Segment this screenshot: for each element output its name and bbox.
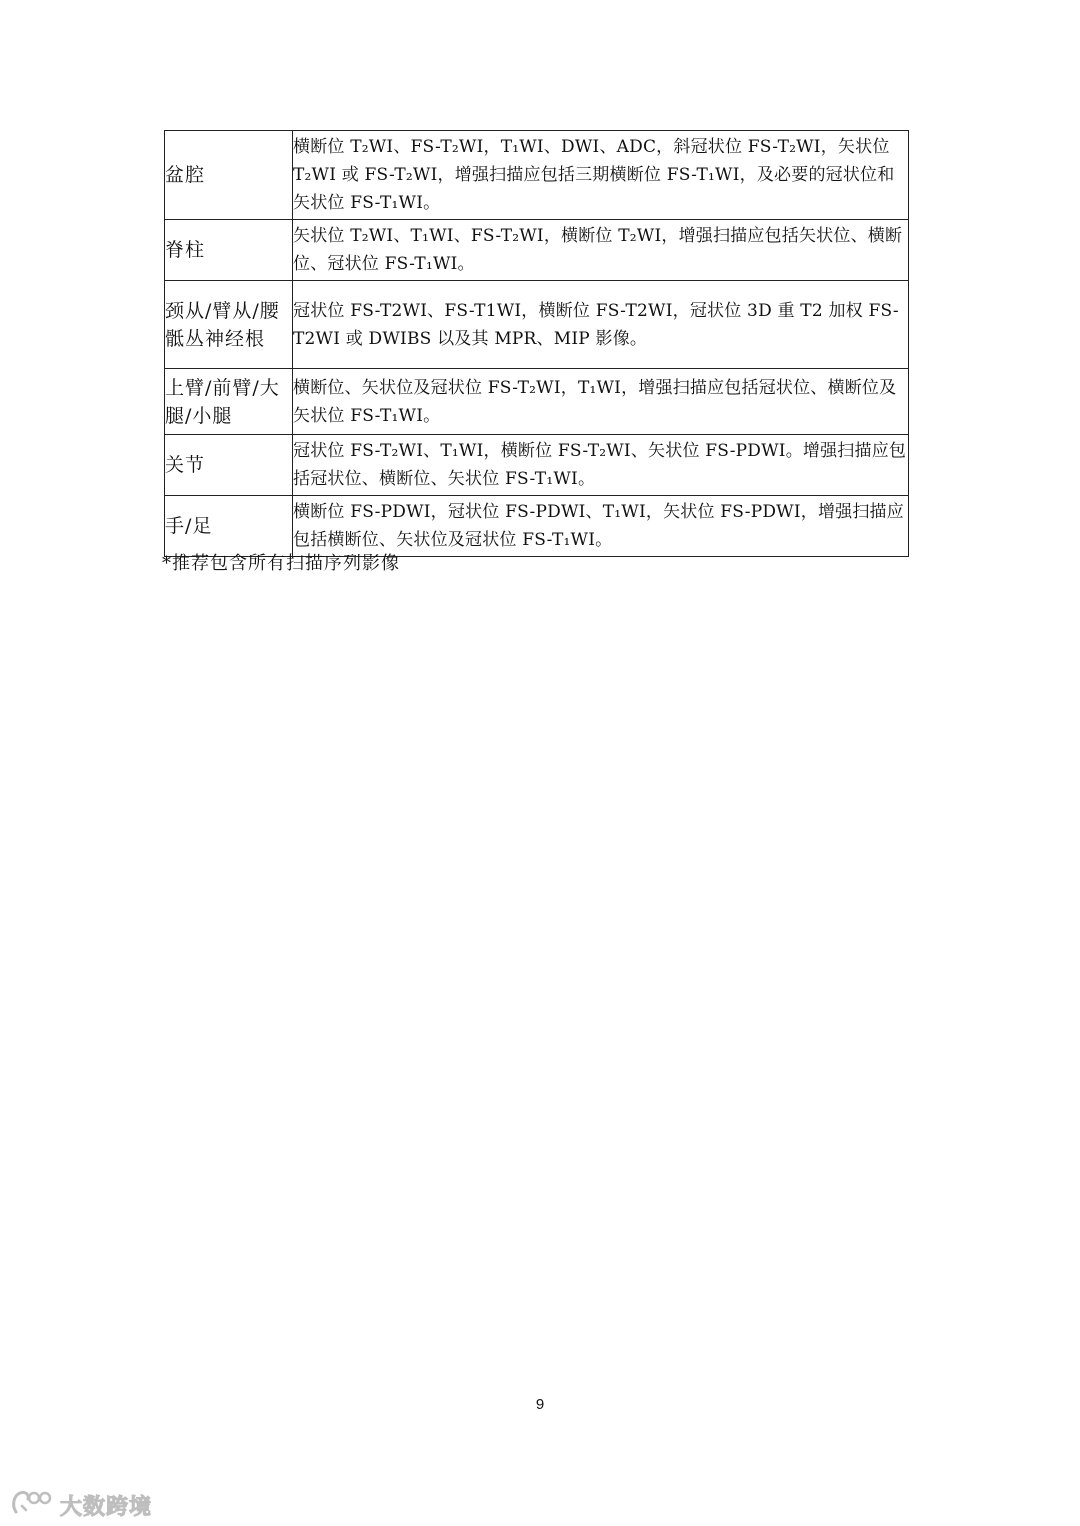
sequence-cell <box>293 435 909 496</box>
sequence-cell <box>293 496 909 557</box>
sequence-cell <box>293 369 909 435</box>
table-row <box>165 220 909 281</box>
region-cell <box>165 435 293 496</box>
watermark <box>10 1488 152 1522</box>
sequence-text: 冠状位 FS-T₂WI、T₁WI，横断位 FS-T₂WI、矢状位 FS-PDWI。增强扫描应包括冠状位、横断位、矢状位 FS-T₁WI。 <box>293 441 907 489</box>
sequence-text: 横断位 FS-PDWI，冠状位 FS-PDWI、T₁WI，矢状位 FS-PDWI，增强扫描应包括横断位、矢状位及冠状位 FS-T₁WI。 <box>293 502 904 550</box>
table-row <box>165 496 909 557</box>
sequence-text: 矢状位 T₂WI、T₁WI、FS-T₂WI，横断位 T₂WI，增强扫描应包括矢状位、横断位、冠状位 FS-T₁WI。 <box>293 226 903 274</box>
region-label: 关节 <box>165 454 206 476</box>
region-label: 手/足 <box>165 515 213 537</box>
table-row <box>165 435 909 496</box>
page-number: 9 <box>535 1396 545 1413</box>
region-cell <box>165 131 293 220</box>
sequence-text: 冠状位 FS-T2WI、FS-T1WI，横断位 FS-T2WI，冠状位 3D 重 T2 加权 FS-T2WI 或 DWIBS 以及其 MPR、MIP 影像。 <box>293 300 899 349</box>
table-row <box>165 131 909 220</box>
region-cell <box>165 220 293 281</box>
region-cell <box>165 281 293 369</box>
region-cell <box>165 369 293 435</box>
mri-sequence-table <box>164 130 909 557</box>
sequence-cell <box>293 220 909 281</box>
sequence-text: 横断位 T₂WI、FS-T₂WI，T₁WI、DWI、ADC，斜冠状位 FS-T₂WI，矢状位 T₂WI 或 FS-T₂WI，增强扫描应包括三期横断位 FS-T₁WI，及必要的冠状位和矢状位 FS-T₁WI。 <box>293 137 895 213</box>
region-label: 盆腔 <box>165 164 206 186</box>
region-label: 脊柱 <box>165 239 206 261</box>
watermark-text: 大数跨境 <box>60 1494 153 1520</box>
sequence-text: 横断位、矢状位及冠状位 FS-T₂WI，T₁WI，增强扫描应包括冠状位、横断位及矢状位 FS-T₁WI。 <box>293 377 897 426</box>
table-row <box>165 369 909 435</box>
sequence-cell <box>293 281 909 369</box>
brand-logo-icon <box>10 1488 54 1522</box>
region-label: 上臂/前臂/大腿/小腿 <box>165 376 280 427</box>
table-row <box>165 281 909 369</box>
table-footnote: *推荐包含所有扫描序列影像 <box>162 553 400 574</box>
region-label: 颈从/臂从/腰骶丛神经根 <box>165 299 280 350</box>
sequence-cell <box>293 131 909 220</box>
region-cell <box>165 496 293 557</box>
